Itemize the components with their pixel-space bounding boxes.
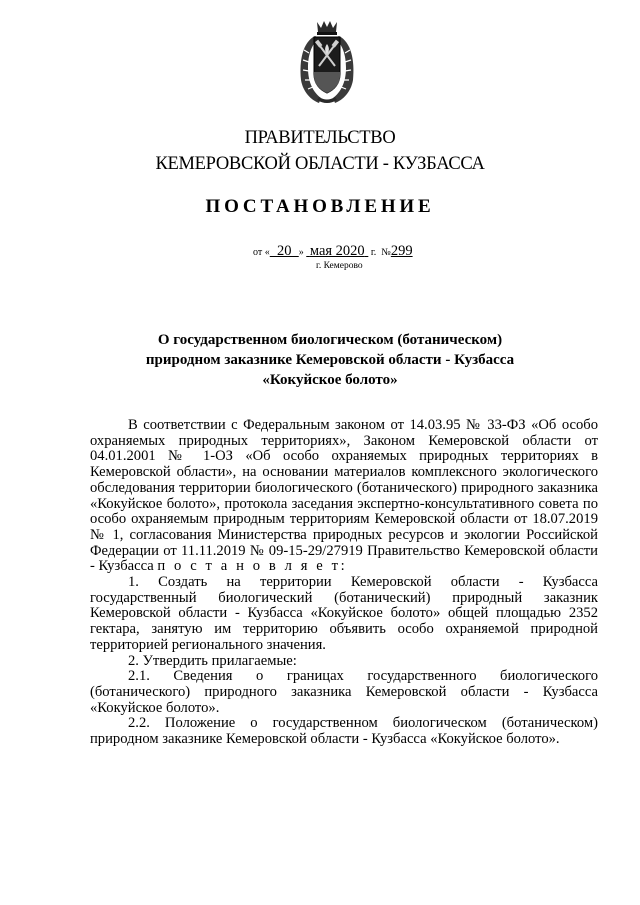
item-2-paragraph: 2. Утвердить прилагаемые:: [128, 652, 297, 669]
title-line1: О государственном биологическом (ботаническом): [157, 332, 503, 348]
document-type-heading: ПОСТАНОВЛЕНИЕ: [205, 196, 435, 217]
document-body: [90, 418, 598, 748]
item-1-paragraph: 1. Создать на территории Кемеровской области - Кузбасса государственный биологический (ботанический) природный заказник Кемеровской области - Кузбасса «Кокуйское болото» общей площадью 2352 гектара, занятую им территорию объявить особо охраняемой природной территорией регионального значения.: [90, 574, 598, 653]
item-2-1-paragraph: 2.1. Сведения о границах государственного биологического (ботанического) природного заказника Кемеровской области - Кузбасса «Кокуйское болото».: [90, 668, 598, 716]
document-number: 299: [390, 243, 413, 259]
preamble-text: В соответствии с Федеральным законом от 14.03.95 № 33-ФЗ «Об особо охраняемых природных территориях», Законом Кемеровской области от 04.01.2001 № 1-ОЗ «Об особо охраняемых природных территориях в Кемеровской области», на основании материалов комплексного экологического обследования территории биологического (ботанического) природного заказника «Кокуйское болото», протокола заседания экспертно-консультативного совета по особо охраняемым природным территориям Кемеровской области от 18.07.2019 № 1, согласования Министерства природных ресурсов и экологии Российской Федерации от 11.11.2019 № 09-15-29/27919 Правительство Кемеровской области - Кузбасса: [90, 417, 598, 575]
government-title-line2: КЕМЕРОВСКОЙ ОБЛАСТИ - КУЗБАССА: [155, 154, 485, 174]
coat-of-arms-emblem: [295, 20, 359, 106]
date-year-suffix: г.: [370, 247, 377, 258]
date-month-year: мая 2020: [309, 243, 365, 259]
city-label: г. Кемерово: [316, 261, 363, 271]
number-prefix: №: [381, 247, 391, 258]
resolves-text: п о с т а н о в л я е т:: [157, 558, 348, 575]
date-prefix: от «: [253, 247, 270, 258]
date-quote-close: »: [298, 247, 304, 258]
preamble-paragraph: [90, 418, 598, 575]
government-title-line1: ПРАВИТЕЛЬСТВО: [244, 128, 396, 148]
date-number-line: [253, 243, 503, 260]
document-title: [120, 330, 540, 390]
title-line2: природном заказнике Кемеровской области - Кузбасса: [145, 352, 515, 368]
item-2-2-paragraph: 2.2. Положение о государственном биологическом (ботаническом) природном заказнике Кемеровской области - Кузбасса «Кокуйское болото».: [90, 715, 598, 748]
title-line3: «Кокуйское болото»: [262, 372, 398, 388]
date-day: 20: [277, 243, 292, 259]
